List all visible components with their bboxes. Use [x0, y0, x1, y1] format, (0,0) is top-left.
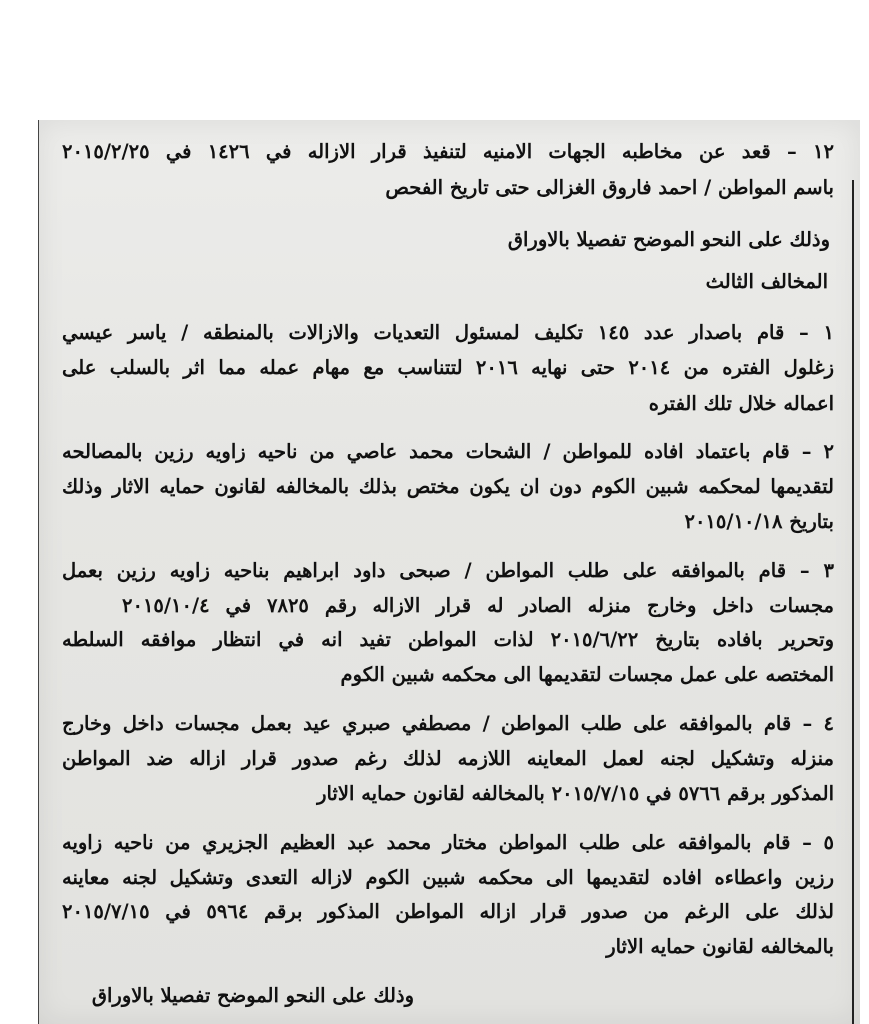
page-border-right	[852, 180, 854, 1024]
item5-line3: لذلك على الرغم من صدور قرار ازاله المواطن المذكور برقم ٥٩٦٤ في ٢٠١٥/٧/١٥	[62, 900, 834, 923]
item3-line2: مجسات داخل وخارج منزله الصادر له قرار الازاله رقم ٧٨٢٥ في ٢٠١٥/١٠/٤	[122, 594, 834, 617]
item5-line4: بالمخالفه لقانون حمايه الاثار	[606, 935, 834, 958]
item12-line1: ١٢ – قعد عن مخاطبه الجهات الامنيه لتنفيذ قرار الازاله في ١٤٢٦ في ٢٠١٥/٢/٢٥	[62, 140, 834, 163]
item2-line1: ٢ – قام باعتماد افاده للمواطن / الشحات محمد عاصي من ناحيه زاويه رزين بالمصالحه	[62, 440, 834, 463]
item12-line2: باسم المواطن / احمد فاروق الغزالى حتى تاريخ الفحص	[385, 176, 834, 199]
item2-line3: بتاريخ ٢٠١٥/١٠/١٨	[684, 510, 834, 533]
item2-line2: لتقديمها لمحكمه شبين الكوم دون ان يكون مختص بذلك بالمخالفه لقانون حمايه الاثار وذلك	[62, 475, 834, 498]
conclusion-line-2: وذلك على النحو الموضح تفصيلا بالاوراق	[91, 984, 414, 1007]
item4-line2: منزله وتشكيل لجنه لعمل المعاينه اللازمه لذلك رغم صدور قرار ازاله ضد المواطن	[62, 747, 834, 770]
item3-line1: ٣ – قام بالموافقه على طلب المواطن / صبحى داود ابراهيم بناحيه زاويه رزين بعمل	[62, 559, 834, 582]
item5-line1: ٥ – قام بالموافقه على طلب المواطن مختار محمد عبد العظيم الجزيري من ناحيه زاويه	[62, 831, 834, 854]
section-heading: المخالف الثالث	[705, 270, 828, 293]
item1-line1: ١ – قام باصدار عدد ١٤٥ تكليف لمسئول التعديات والازالات بالمنطقه / ياسر عيسي	[62, 321, 834, 344]
item1-line2: زغلول الفتره من ٢٠١٤ حتى نهايه ٢٠١٦ لتتناسب مع مهام عمله مما اثر بالسلب على	[62, 356, 834, 379]
conclusion-line-1: وذلك على النحو الموضح تفصيلا بالاوراق	[507, 228, 830, 251]
item5-line2: رزين واعطاءه افاده لتقديمها الى محكمه شبين الكوم لازاله التعدى وتشكيل لجنه معاينه	[62, 866, 834, 889]
item3-line4: المختصه على عمل مجسات لتقديمها الى محكمه شبين الكوم	[340, 663, 834, 686]
item4-line1: ٤ – قام بالموافقه على طلب المواطن / مصطفي صبري عيد بعمل مجسات داخل وخارج	[62, 712, 834, 735]
item4-line3: المذكور برقم ٥٧٦٦ في ٢٠١٥/٧/١٥ بالمخالفه لقانون حمايه الاثار	[317, 782, 834, 805]
item3-line3: وتحرير بافاده بتاريخ ٢٠١٥/٦/٢٢ لذات المواطن تفيد انه في انتظار موافقه السلطه	[62, 628, 834, 651]
item1-line3: اعماله خلال تلك الفتره	[648, 392, 834, 415]
page-edge-left	[38, 120, 39, 1024]
